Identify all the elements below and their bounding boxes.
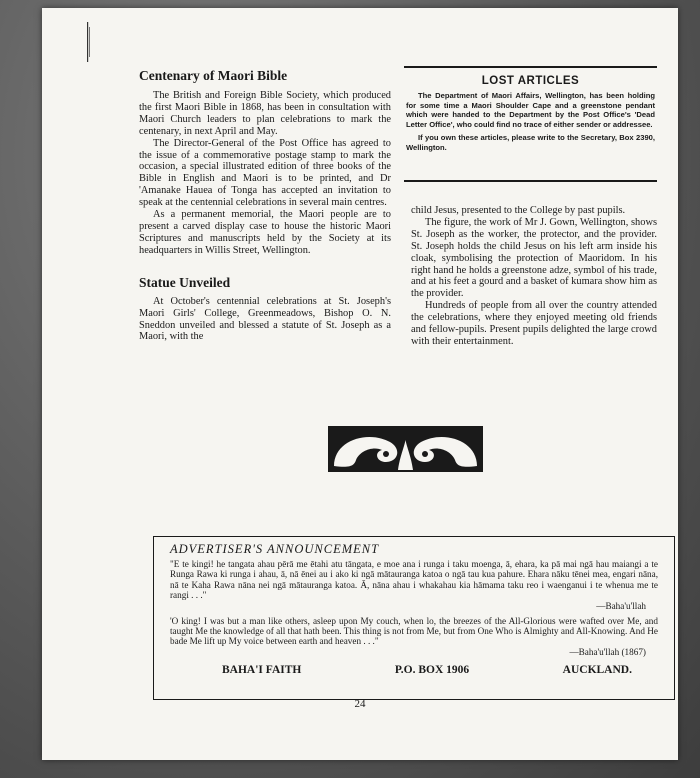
page-number: 24 [354,698,366,710]
footer-po-box: P.O. BOX 1906 [394,663,470,676]
right-column [411,205,657,348]
lost-articles-paragraph: If you own these articles, please write to the Secretary, Box 2390, Wellington. [406,133,655,152]
article-paragraph: The figure, the work of Mr J. Gown, Wellington, shows St. Joseph as the worker, the protector, and the provider. St. Joseph holds the child Jesus on his left arm inside his cloak, symbolising the protection of Maoridom. In his right hand he holds a greenstone adze, symbol of his trade, and at his feet a gourd and a basket of kumara show him as the provider. [411,216,657,300]
article-paragraph: The Director-General of the Post Office has agreed to the issue of a commemorative postage stamp to mark the occasion, a special illustrated edition of three books of the Bible in English and Maori is to be printed, and Dr 'Amanake Hauea of Tonga has accepted an invitation to speak at the centennial celebrations in several main centres. [139,137,391,209]
binding-mark [86,22,91,62]
advertisement-footer [170,664,658,676]
quote-attribution: —Baha'u'llah [596,600,646,611]
article-paragraph: Hundreds of people from all over the country attended the celebrations, where they enjoyed meeting old friends and fellow-pupils. Present pupils delighted the large crowd with their entertainment. [411,300,657,347]
advertisement-box [153,536,675,700]
lost-articles-paragraph: The Department of Maori Affairs, Wellington, has been holding for some time a Maori Shoulder Cape and a greenstone pendant which were handed to the Department by the Post Office's 'Dead Letter Office', who could find no trace of either sender or addressee. [406,91,655,129]
magazine-page [42,8,678,760]
article-heading-centenary: Centenary of Maori Bible [139,68,288,83]
article-paragraph: The British and Foreign Bible Society, which produced the first Maori Bible in 1868, has been in consultation with Maori Church leaders to plan celebrations to mark the centenary, in next April and May. [139,90,391,137]
article-paragraph: child Jesus, presented to the College by past pupils. [411,205,626,216]
advertisement-title: ADVERTISER'S ANNOUNCEMENT [170,542,380,556]
article-paragraph: As a permanent memorial, the Maori people are to present a carved display case to house the historic Maori Scriptures and manuscripts held by the Society at its headquarters in Willis Street, Wellington. [139,209,391,256]
left-column [139,68,391,343]
lost-articles-title: LOST ARTICLES [481,75,580,87]
lost-articles-box [404,66,657,182]
footer-organisation: BAHA'I FAITH [222,663,302,676]
footer-city: AUCKLAND. [562,663,632,676]
article-paragraph: At October's centennial celebrations at St. Joseph's Maori Girls' College, Greenmeadows, Bishop O. N. Sneddon unveiled and blessed a statute of St. Joseph as a Maori, with the [139,295,391,343]
maori-quote: "E te kingi! he tangata ahau pērā me ētahi atu tāngata, e moe ana i runga i taku moenga, ā, ehara, ka pā mai ngā hau maiangi a te Runga Rawa ki runga i ahau, ā, nā ēnei au i ako ki ngā mātauranga katoa o ngā tau kua pahure. Ehara nāku tēnei mea, engari nāna, nā te Kaha Rawa nāna nei ngā mātauranga katoa. Ā, nāna ahau i whakahau kia hāmama taku reo i waenganui i te whenua me te rangi . . ." [170,559,658,601]
english-quote: 'O king! I was but a man like others, asleep upon My couch, when lo, the breezes of the All-Glorious were wafted over Me, and taught Me the knowledge of all that hath been. This thing is not from Me, but from One Who is Almighty and All-Knowing. And He bade Me lift up My voice between earth and heaven . . ." [170,615,658,647]
article-heading-statue: Statue Unveiled [139,274,231,290]
koru-ornament-icon [328,426,483,472]
quote-attribution: —Baha'u'llah (1867) [569,646,646,657]
